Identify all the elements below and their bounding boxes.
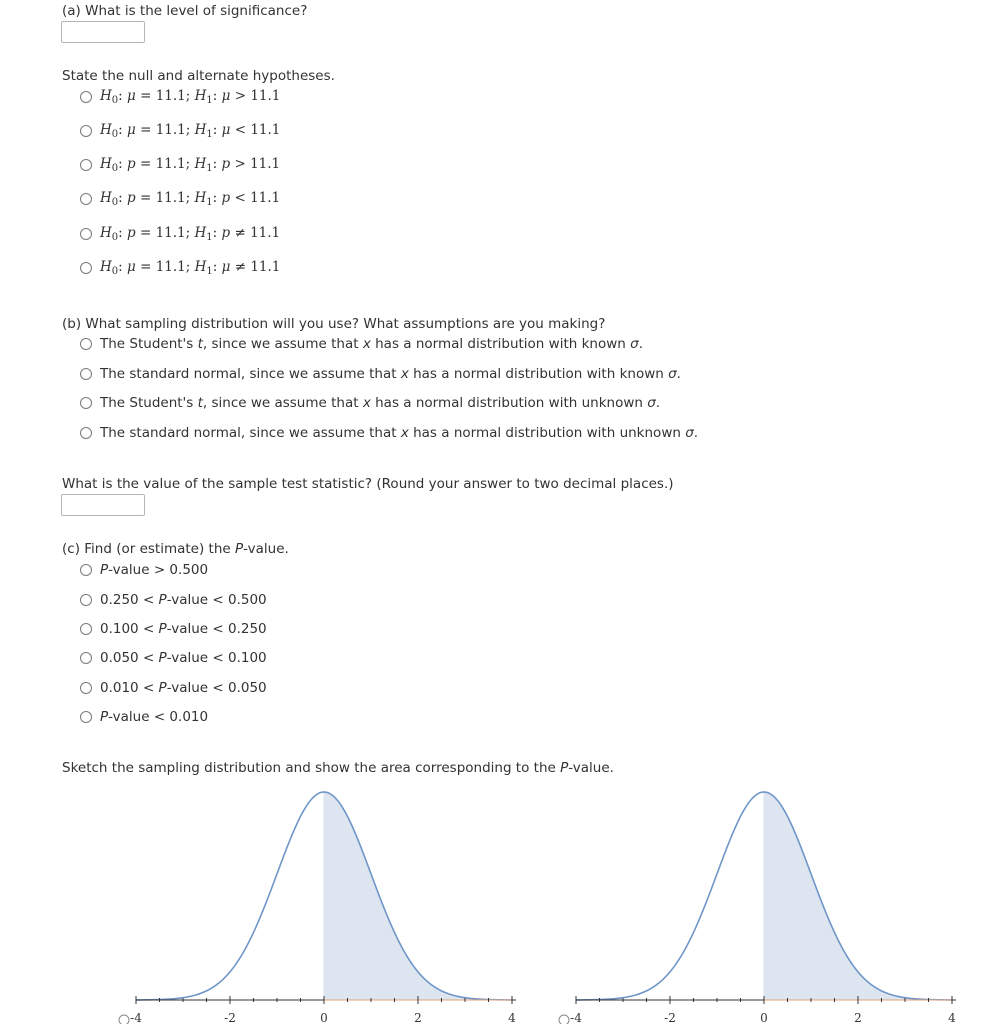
x-tick-label: 0 [320, 1011, 328, 1024]
distribution-option[interactable] [80, 395, 660, 411]
radio-circle-icon[interactable] [80, 228, 92, 240]
test-statistic-input[interactable] [61, 494, 145, 516]
hypothesis-text: $H_0$: μ = 11.1; $H_1$: μ > 11.1 [100, 88, 281, 106]
sketch-prompt-post: -value. [568, 760, 614, 776]
hypotheses-prompt: State the null and alternate hypotheses. [62, 68, 335, 84]
hypothesis-option[interactable] [80, 190, 280, 208]
question-c-text-em: P [234, 541, 244, 557]
hypothesis-option[interactable] [80, 122, 280, 140]
hypothesis-text: $H_0$: μ = 11.1; $H_1$: μ ≠ 11.1 [100, 259, 281, 277]
radio-circle-icon[interactable] [80, 711, 92, 723]
x-tick-label: 2 [854, 1011, 862, 1024]
radio-circle-icon[interactable] [80, 682, 92, 694]
pvalue-option[interactable] [80, 709, 208, 725]
pvalue-option[interactable] [80, 680, 267, 696]
sampling-distribution-chart-right[interactable] [550, 780, 970, 1024]
pvalue-option[interactable] [80, 621, 267, 637]
radio-circle-icon[interactable] [80, 397, 92, 409]
x-tick-label: -2 [664, 1011, 676, 1024]
question-c-text-pre: (c) Find (or estimate) the [62, 541, 235, 557]
shaded-pvalue-area [324, 792, 512, 1000]
distribution-option[interactable] [80, 366, 681, 382]
distribution-option-text: The Student's t, since we assume that x has a normal distribution with known σ. [100, 336, 643, 352]
pvalue-option-text: P-value < 0.010 [100, 709, 209, 725]
question-c-text-post: -value. [243, 541, 289, 557]
x-tick-label: 4 [948, 1011, 956, 1024]
pvalue-option-text: 0.250 < P-value < 0.500 [100, 592, 267, 608]
sketch-prompt-pre: Sketch the sampling distribution and show the area corresponding to the [62, 760, 561, 776]
radio-circle-icon[interactable] [80, 652, 92, 664]
distribution-option[interactable] [80, 336, 643, 352]
hypothesis-option[interactable] [80, 156, 280, 174]
sketch-prompt [62, 760, 614, 776]
question-b-distribution: (b) What sampling distribution will you use? What assumptions are you making? [62, 316, 606, 332]
pvalue-option[interactable] [80, 592, 267, 608]
sketch-prompt-em: P [560, 760, 569, 776]
distribution-option-text: The standard normal, since we assume that x has a normal distribution with known σ. [100, 366, 681, 382]
question-a-significance: (a) What is the level of significance? [62, 3, 308, 19]
test-statistic-question: What is the value of the sample test statistic? (Round your answer to two decimal places.) [62, 476, 674, 492]
radio-circle-icon[interactable] [80, 262, 92, 274]
x-tick-label: 0 [760, 1011, 768, 1024]
radio-circle-icon[interactable] [80, 564, 92, 576]
pvalue-option-text: 0.100 < P-value < 0.250 [100, 621, 267, 637]
radio-circle-icon[interactable] [80, 368, 92, 380]
radio-circle-icon[interactable] [80, 193, 92, 205]
hypothesis-option[interactable] [80, 259, 280, 277]
radio-circle-icon[interactable] [80, 623, 92, 635]
radio-circle-icon[interactable] [80, 91, 92, 103]
question-c-pvalue [62, 541, 289, 557]
pvalue-option-text: 0.050 < P-value < 0.100 [100, 650, 267, 666]
distribution-option-text: The Student's t, since we assume that x has a normal distribution with unknown σ. [100, 395, 661, 411]
x-tick-label: -2 [224, 1011, 236, 1024]
chart-select-radio-icon [119, 1015, 129, 1024]
radio-circle-icon[interactable] [80, 427, 92, 439]
radio-circle-icon[interactable] [80, 125, 92, 137]
sampling-distribution-chart-left[interactable] [110, 780, 530, 1024]
radio-circle-icon[interactable] [80, 594, 92, 606]
pvalue-option[interactable] [80, 650, 267, 666]
x-tick-label: 2 [414, 1011, 422, 1024]
pvalue-option[interactable] [80, 562, 208, 578]
chart-select-radio-icon [559, 1015, 569, 1024]
distribution-option[interactable] [80, 425, 698, 441]
x-tick-label: 4 [508, 1011, 516, 1024]
hypothesis-option[interactable] [80, 225, 280, 243]
significance-level-input[interactable] [61, 21, 145, 43]
radio-circle-icon[interactable] [80, 159, 92, 171]
x-tick-label: -4 [130, 1011, 142, 1024]
hypothesis-text: $H_0$: p = 11.1; $H_1$: p > 11.1 [100, 156, 281, 174]
hypothesis-text: $H_0$: p = 11.1; $H_1$: p ≠ 11.1 [100, 225, 281, 243]
distribution-option-text: The standard normal, since we assume that x has a normal distribution with unknown σ. [100, 425, 699, 441]
x-tick-label: -4 [570, 1011, 582, 1024]
pvalue-option-text: 0.010 < P-value < 0.050 [100, 680, 267, 696]
shaded-pvalue-area [764, 792, 952, 1000]
pvalue-option-text: P-value > 0.500 [100, 562, 209, 578]
hypothesis-option[interactable] [80, 88, 280, 106]
hypothesis-text: $H_0$: p = 11.1; $H_1$: p < 11.1 [100, 190, 281, 208]
radio-circle-icon[interactable] [80, 338, 92, 350]
hypothesis-text: $H_0$: μ = 11.1; $H_1$: μ < 11.1 [100, 122, 281, 140]
